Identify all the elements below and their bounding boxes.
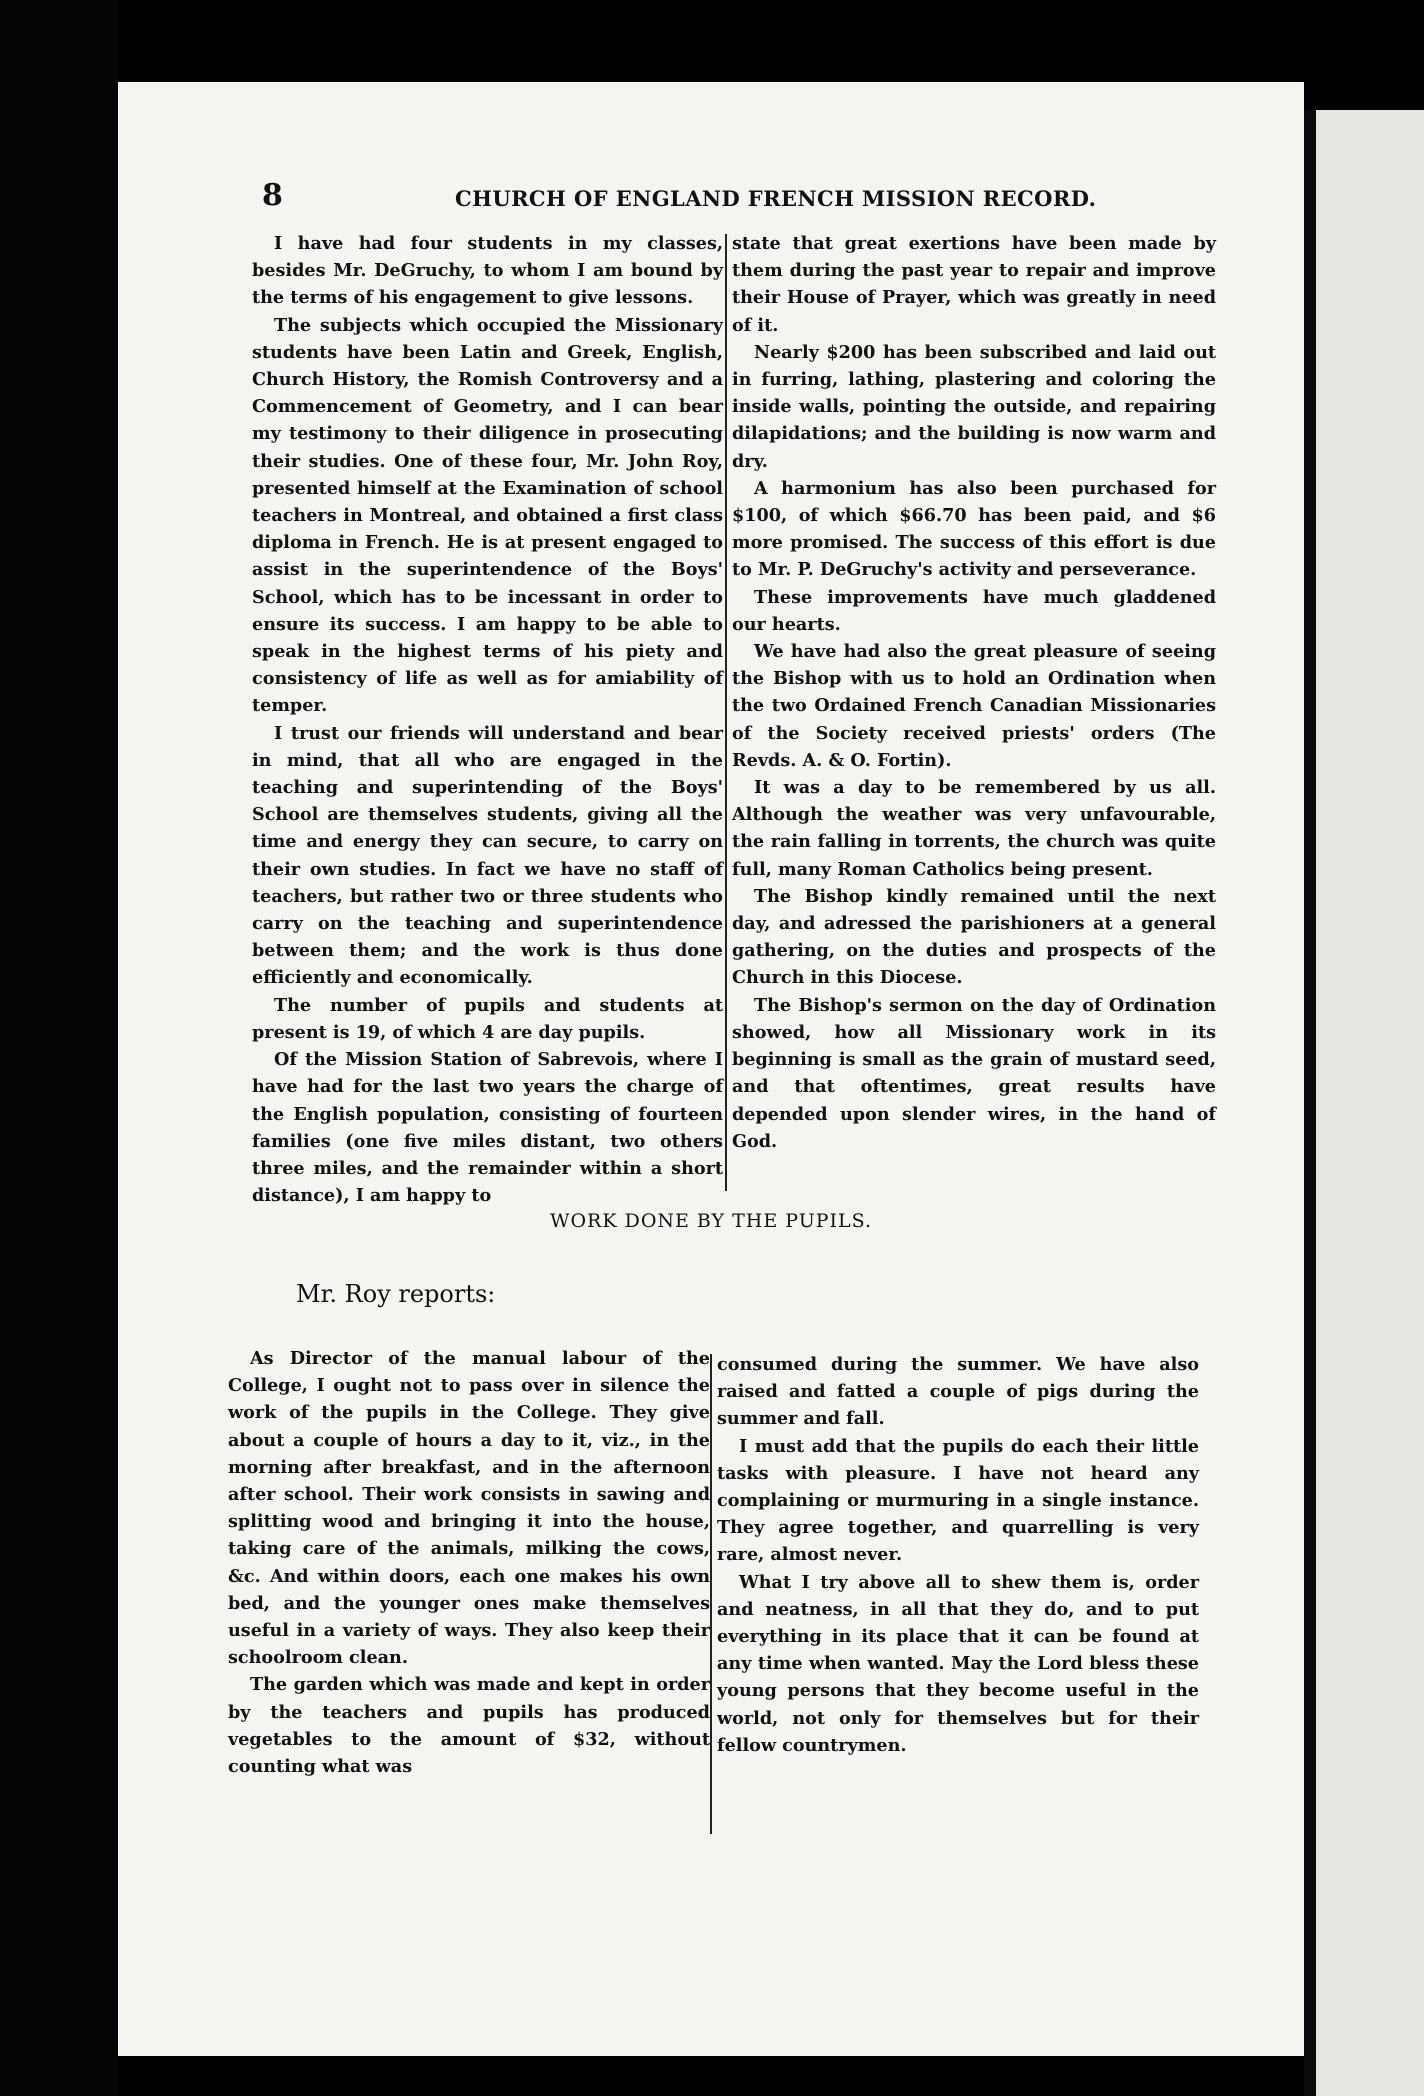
- paragraph: The number of pupils and students at present is 19, of which 4 are day pupils.: [252, 994, 723, 1043]
- paragraph: The Bishop kindly remained until the next day, and adressed the parishioners at a general gathering, on the duties and prospects of the Church in this Diocese.: [732, 885, 1216, 989]
- paragraph: The Bishop's sermon on the day of Ordination showed, how all Missionary work in its beginning is small as the grain of mustard seed, and that oftentimes, great results have depended upon slender wires, in the hand of God.: [732, 994, 1216, 1152]
- adjacent-page-sliver: [1316, 110, 1424, 2096]
- paragraph: We have had also the great pleasure of seeing the Bishop with us to hold an Ordination when the two Ordained French Canadian Missionaries of the Society received priests' orders (The Revds. A. & O. Fortin).: [732, 641, 1216, 771]
- paragraph: What I try above all to shew them is, order and neatness, in all that they do, and to put everything in its place that it can be found at any time when wanted. May the Lord bless these young persons that they become useful in the world, not only for themselves but for their fellow countrymen.: [717, 1571, 1199, 1756]
- top-right-column: [732, 230, 1216, 1155]
- paragraph: I must add that the pupils do each their little tasks with pleasure. I have not heard any complaining or murmuring in a single instance. They agree together, and quarrelling is very rare, almost never.: [717, 1435, 1199, 1566]
- paragraph: I trust our friends will understand and bear in mind, that all who are engaged in the teaching and superintending of the Boys' School are themselves students, giving all the time and energy they can secure, to carry on their own studies. In fact we have no staff of teachers, but rather two or three students who carry on the teaching and superintendence between them; and the work is thus done efficiently and economically.: [252, 722, 723, 989]
- bottom-left-column: [228, 1345, 710, 1780]
- section-title: WORK DONE BY THE PUPILS.: [549, 1210, 873, 1232]
- paragraph: It was a day to be remembered by us all. Although the weather was very unfavourable, the rain falling in torrents, the church was quite full, many Roman Catholics being present.: [732, 777, 1216, 880]
- paragraph: A harmonium has also been purchased for $100, of which $66.70 has been paid, and $6 more promised. The success of this effort is due to Mr. P. DeGruchy's activity and perseverance.: [732, 477, 1216, 581]
- paragraph: state that great exertions have been made by them during the past year to repair and improve their House of Prayer, which was greatly in need of it.: [732, 233, 1216, 336]
- paragraph: The subjects which occupied the Missionary students have been Latin and Greek, English, Church History, the Romish Controversy and a Commencement of Geometry, and I can bear my testimony to their diligence in prosecuting their studies. One of these four, Mr. John Roy, presented himself at the Examination of school teachers in Montreal, and obtained a first class diploma in French. He is at present engaged to assist in the superintendence of the Boys' School, which has to be incessant in order to ensure its success. I am happy to be able to speak in the highest terms of his piety and consistency of life as well as for amiability of temper.: [252, 314, 723, 717]
- document-page: [118, 82, 1304, 2056]
- paragraph: As Director of the manual labour of the College, I ought not to pass over in silence the work of the pupils in the College. They give about a couple of hours a day to it, viz., in the morning after breakfast, and in the afternoon after school. Their work consists in sawing and splitting wood and bringing it into the house, taking care of the animals, milking the cows, &c. And within doors, each one makes his own bed, and the younger ones make themselves useful in a variety of ways. They also keep their schoolroom clean.: [228, 1348, 710, 1669]
- paragraph: consumed during the summer. We have also raised and fatted a couple of pigs during the summer and fall.: [717, 1354, 1199, 1430]
- paragraph: I have had four students in my classes, besides Mr. DeGruchy, to whom I am bound by the terms of his engagement to give lessons.: [252, 233, 723, 309]
- scan-left-border: [0, 0, 118, 2096]
- paragraph: These improvements have much gladdened our hearts.: [732, 586, 1216, 635]
- top-left-column: [252, 230, 723, 1209]
- page-header: [118, 178, 1304, 218]
- bottom-right-column: [717, 1351, 1199, 1759]
- paragraph: Nearly $200 has been subscribed and laid out in furring, lathing, plastering and coloring the inside walls, pointing the outside, and repairing dilapidations; and the building is now warm and dry.: [732, 341, 1216, 472]
- column-divider: [725, 234, 727, 1191]
- running-title: CHURCH OF ENGLAND FRENCH MISSION RECORD.: [455, 186, 1097, 211]
- paragraph: Of the Mission Station of Sabrevois, where I have had for the last two years the charge of the English population, consisting of fourteen families (one five miles distant, two others three miles, and the remainder within a short distance), I am happy to: [252, 1049, 723, 1207]
- subhead: Mr. Roy reports:: [296, 1280, 496, 1308]
- page-number: 8: [262, 178, 283, 213]
- paragraph: The garden which was made and kept in order by the teachers and pupils has produced vegetables to the amount of $32, without counting what was: [228, 1674, 710, 1778]
- adjacent-page-edge: [1304, 110, 1424, 2096]
- column-divider: [710, 1354, 712, 1834]
